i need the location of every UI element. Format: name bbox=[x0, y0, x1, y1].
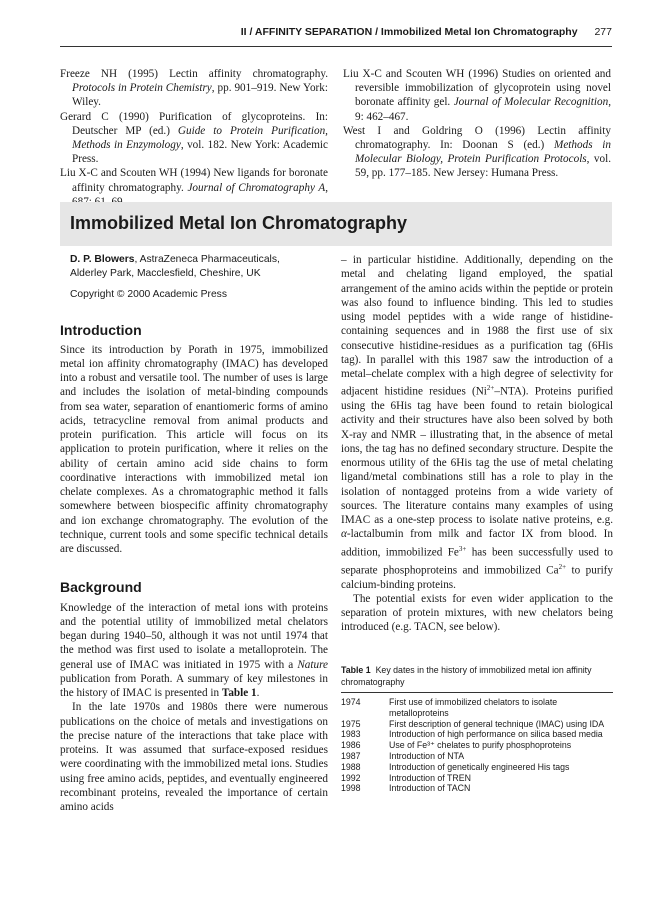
table-cell-year: 1992 bbox=[341, 772, 361, 783]
table-body bbox=[341, 697, 613, 794]
table-cell-event: First description of general technique (IMAC) using IDA bbox=[389, 718, 605, 729]
table-cell-event: First use of immobilized chelators to isolate metalloproteins bbox=[389, 697, 558, 718]
table-caption: Table 1 Key dates in the history of immobilized metal ion affinity chromatography bbox=[341, 665, 592, 687]
table-cell-event: Introduction of TREN bbox=[389, 772, 471, 783]
table-cell-event: Introduction of TACN bbox=[389, 783, 471, 794]
body-paragraph: The potential exists for even wider application to the separation of protein mixtures, with new chelators being introduced (e.g. TACN, see below). bbox=[341, 592, 613, 634]
table-row bbox=[341, 740, 613, 751]
table-row bbox=[341, 729, 613, 740]
table-row bbox=[341, 719, 613, 730]
introduction-heading: Introduction bbox=[60, 321, 142, 338]
table-cell-year: 1974 bbox=[341, 697, 361, 707]
table-cell-year: 1983 bbox=[341, 729, 361, 740]
table-cell-event: Use of Fe³⁺ chelates to purify phosphoproteins bbox=[389, 740, 572, 751]
table-row bbox=[341, 783, 613, 794]
reference-item: Gerard C (1990) Purification of glycoproteins. In: Deutscher MP (ed.) Guide to Protein Purification, Methods in Enzymology, vol. 182. New York: Academic Press. bbox=[60, 110, 328, 166]
table-cell-year: 1986 bbox=[341, 740, 361, 751]
article-title-band bbox=[60, 202, 612, 246]
left-body-column bbox=[60, 253, 328, 814]
page-number: 277 bbox=[594, 26, 612, 38]
table-row bbox=[341, 697, 613, 719]
reference-item: Freeze NH (1995) Lectin affinity chromatography. Protocols in Protein Chemistry, pp. 901–919. New York: Wiley. bbox=[60, 68, 328, 109]
running-head-title: II / AFFINITY SEPARATION / Immobilized Metal Ion Chromatography bbox=[240, 26, 578, 38]
background-paragraph-1: Knowledge of the interaction of metal ions with proteins and the potential utility of immobilized metal chelators began during 1940–50, although it was not until 1974 that the method was first used to isolate a metalloprotein. The general use of IMAC was initiated in 1975 with a Nature publication from Porath. A summary of key milestones in the history of IMAC is presented in Table 1. bbox=[60, 601, 328, 700]
author-block: D. P. Blowers, AstraZeneca Pharmaceuticals, Alderley Park, Macclesfield, Cheshire, UK Copyright © 2000 Academic Press bbox=[70, 253, 328, 302]
author-affiliation: Alderley Park, Macclesfield, Cheshire, UK bbox=[70, 267, 261, 279]
reference-item: Liu X-C and Scouten WH (1994) New ligands for boronate affinity chromatography. Journal of Chromatography A, bbox=[60, 167, 328, 194]
author-name: D. P. Blowers bbox=[70, 254, 135, 265]
introduction-paragraph: Since its introduction by Porath in 1975, immobilized metal ion affinity chromatography (IMAC) has developed into a robust and versatile tool. The number of uses is large and includes the isolation of metal-binding compounds from sea water, separation of enantiomeric forms of amino acids, tetracycline removal from animal products and protein purification. This article will focus on its application to protein purification, where it relies on the ability of certain amino acid side chains to form coordinative interactions with immobilized metal ion chelate complexes. As a chromatographic method it falls somewhere between biospecific affinity chromatography and ion exchange chromatography. The evolution of the technique, current tools and some specific technical details are discussed. bbox=[60, 343, 328, 556]
table-cell-event: Introduction of genetically engineered His tags bbox=[389, 761, 570, 772]
table-1 bbox=[341, 664, 613, 794]
reference-item: Liu X-C and Scouten WH (1996) Studies on oriented and reversible immobilization of glycoprotein using novel boronate affinity gel. Journal of Molecular Recognition, 9: 462–467. bbox=[343, 68, 611, 123]
table-rule bbox=[341, 692, 613, 693]
running-head bbox=[60, 26, 612, 47]
table-cell-year: 1987 bbox=[341, 750, 361, 761]
table-row bbox=[341, 762, 613, 773]
reference-item: West I and Goldring O (1996) Lectin affinity chromatography. In: Doonan S (ed.) Methods in Molecular Biology, Protein Purification Protocols, vol. 59, pp. 177–185. New Jersey: Humana Press. bbox=[343, 124, 611, 180]
copyright: Copyright © 2000 Academic Press bbox=[70, 289, 227, 300]
references-right bbox=[343, 67, 611, 181]
right-body-column bbox=[341, 253, 613, 635]
article-title: Immobilized Metal Ion Chromatography bbox=[70, 213, 408, 233]
table-cell-year: 1988 bbox=[341, 761, 361, 772]
table-cell-event: Introduction of NTA bbox=[389, 750, 465, 761]
background-paragraph-2: In the late 1970s and 1980s there were numerous publications on the choice of metals and investigations on the precise nature of the interactions that take place with proteins. It was assumed that surface-exposed residues were coordinating with the immobilized metal ions. Studies using free amino acids, peptides, and eventually engineered recombinant proteins, revealed the importance of certain amino acids bbox=[60, 701, 328, 814]
references-left bbox=[60, 67, 328, 209]
background-heading: Background bbox=[60, 579, 142, 596]
table-row bbox=[341, 773, 613, 784]
table-cell-year: 1975 bbox=[341, 718, 361, 729]
table-row bbox=[341, 751, 613, 762]
body-paragraph: – in particular histidine. Additionally, depending on the metal and chelating ligand employed, the spatial arrangement of the amino acids within the peptide or protein was also found to influence binding. This led to studies using model peptides with a wide range of histidine-containing sequences and in 1988 the first use of six consecutive histidine-residues as a purification tag (6His tag). In parallel with this 1987 saw the introduction of a metal–chelate complex with a high degree of selectivity for adjacent histidine residues $(Ni^{2+}-NTA)$. Proteins purified using the 6His tag have been found to retain biological activity and their structures have also been solved by both X-ray and NMR – illustrating that, in the absence of metal ions, the tag has no defined secondary structure. Despite the enormous utility of the 6His tag the use of metal chelating ligand/metal combinations still has a role to play in the isolation of nontagged proteins from a wide variety of sources. The literature contains many examples of using IMAC as a one-step process to isolate native proteins, e.g. α-lactalbumin from milk and factor IX from blood. In addition, immobilized $Fe^{3+}$ has been successfully used to separate phosphoproteins and immobilized $Ca^{2+}$ to purify calcium-binding proteins. bbox=[341, 254, 614, 591]
table-cell-event: Introduction of high performance on silica based media bbox=[389, 729, 603, 740]
table-cell-year: 1998 bbox=[341, 783, 361, 794]
